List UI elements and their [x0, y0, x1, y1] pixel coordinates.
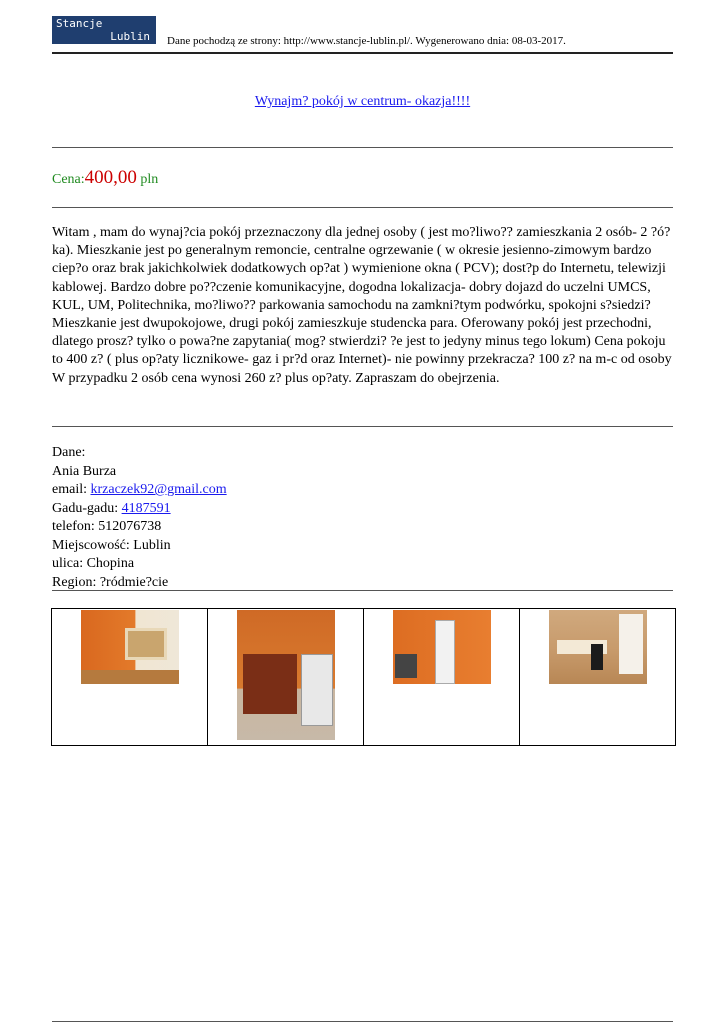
- room-rack-photo[interactable]: [393, 610, 491, 684]
- price-currency: pln: [136, 172, 159, 187]
- price: [52, 167, 158, 189]
- contact-phone: telefon: 512076738: [52, 519, 162, 534]
- contact-heading: Dane:: [52, 445, 86, 460]
- contact-name: Ania Burza: [52, 463, 117, 479]
- contact-region: Region: ?ródmie?cie: [52, 574, 169, 590]
- footer-divider: [52, 1021, 673, 1022]
- logo-line-1: Stancje: [56, 17, 103, 30]
- kitchen-photo[interactable]: [237, 610, 335, 740]
- contact-email-row: [52, 481, 227, 500]
- divider: [52, 147, 673, 148]
- site-logo: [52, 16, 156, 44]
- room-desk-photo[interactable]: [549, 610, 647, 684]
- contact-gg-row: [52, 500, 227, 519]
- logo-line-2: Lublin: [110, 30, 150, 43]
- gg-link[interactable]: 4187591: [121, 500, 171, 516]
- price-value: 400,00: [84, 167, 137, 188]
- price-label: Cena:: [52, 172, 85, 187]
- header-divider: [52, 52, 673, 54]
- divider: [52, 590, 673, 591]
- photo-cell: [364, 609, 520, 746]
- email-link[interactable]: krzaczek92@gmail.com: [90, 482, 227, 497]
- listing-title: [52, 94, 673, 110]
- gg-label: Gadu-gadu:: [52, 500, 122, 516]
- photo-gallery: [51, 608, 676, 746]
- divider: [52, 426, 673, 427]
- divider: [52, 207, 673, 208]
- room-shelf-photo[interactable]: [81, 610, 179, 684]
- contact-street: ulica: Chopina: [52, 556, 135, 571]
- photo-cell: [520, 609, 676, 746]
- source-note: Dane pochodzą ze strony: http://www.stancje-lublin.pl/. Wygenerowano dnia: 08-03-2017.: [167, 35, 566, 47]
- listing-description: Witam , mam do wynaj?cia pokój przeznaczony dla jednej osoby ( jest mo?liwo?? zamieszkania 2 osób- 2 ?ó?ka). Mieszkanie jest po generalnym remoncie, centralne ogrzewanie ( w okresie jesienno-zimowym bardzo ciep?o oraz brak jakichkolwiek dodatkowych op?at ) wymienione okna ( PCV); dost?p do Internetu, telewizji kablowej. Bardzo dobre po??czenie komunikacyjne, dogodna lokalizacja- dobry dojazd do uczelni UMCS, KUL, UM, Politechnika, mo?liwo?? parkowania samochodu na zamkni?tym podwórku, spokojni s?siedzi? Mieszkanie jest dwupokojowe, drugi pokój zamieszkuje studencka para. Oferowany pokój jest przechodni, dlatego prosz? tylko o powa?ne zapytania( mog? stwierdzi? ?e jest to jedyny minus tego lokum) Cena pokoju to 400 z? ( plus op?aty licznikowe- gaz i pr?d oraz Internet)- nie powinny przekracza? 100 z? na m-c od osoby W przypadku 2 osób cena wynosi 260 z? plus op?aty. Zapraszam do obejrzenia.: [52, 225, 672, 386]
- email-label: email:: [52, 482, 91, 497]
- contact-city: Miejscowość: Lublin: [52, 537, 171, 553]
- listing-title-link[interactable]: Wynajm? pokój w centrum- okazja!!!!: [254, 94, 471, 109]
- photo-cell: [208, 609, 364, 746]
- photo-cell: [52, 609, 208, 746]
- contact-block: [52, 444, 227, 592]
